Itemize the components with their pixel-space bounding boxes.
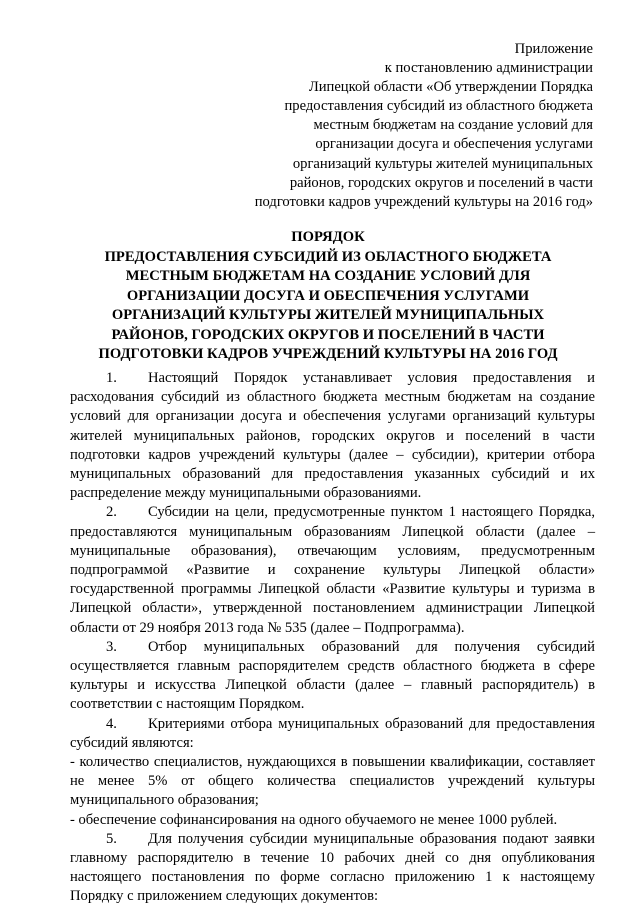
paragraph-number: 4. [106, 715, 117, 732]
title-line: МЕСТНЫМ БЮДЖЕТАМ НА СОЗДАНИЕ УСЛОВИЙ ДЛЯ [125, 268, 531, 284]
paragraph-number: 2. [106, 504, 117, 521]
document-title [58, 228, 598, 365]
title-line: ПОРЯДОК [291, 229, 365, 245]
appendix-line: предоставления субсидий из областного бюджета [284, 98, 593, 115]
paragraph-2 [70, 503, 595, 637]
appendix-line: местным бюджетам на создание условий для [313, 117, 593, 134]
appendix-line: районов, городских округов и поселений в части [289, 174, 593, 191]
criterion-2: - обеспечение софинансирования на одного обучаемого не менее 1000 рублей. [70, 811, 558, 828]
paragraph-text: Субсидии на цели, предусмотренные пунктом 1 настоящего Порядка, предоставляются муниципальным образованиям Липецкой области (далее – муниципальные образования), отвечающим условиям, предусмотренным подпрограммой «Развитие и сохранение культуры Липецкой области» государственной программы Липецкой области «Развитие культуры и туризма в Липецкой области», утвержденной постановлением администрации Липецкой области от 29 ноября 2013 года № 535 (далее – Подпрограмма). [70, 504, 595, 636]
title-line: РАЙОНОВ, ГОРОДСКИХ ОКРУГОВ И ПОСЕЛЕНИЙ В ЧАСТИ [111, 326, 545, 343]
title-line: ОРГАНИЗАЦИИ ДОСУГА И ОБЕСПЕЧЕНИЯ УСЛУГАМИ [126, 287, 530, 304]
appendix-line: подготовки кадров учреждений культуры на 2016 год» [254, 193, 593, 210]
paragraph-text: Для получения субсидии муниципальные образования подают заявки главному распорядителю в течение 10 рабочих дней со дня опубликования настоящего постановления по форме согласно приложению 1 к настоящему Порядку с приложением следующих документов: [70, 830, 595, 905]
paragraph-text: Критериями отбора муниципальных образований для предоставления субсидий являются: [70, 715, 595, 751]
title-line: ПОДГОТОВКИ КАДРОВ УЧРЕЖДЕНИЙ КУЛЬТУРЫ НА 2016 ГОД [98, 346, 558, 362]
paragraph-number: 5. [106, 830, 117, 847]
appendix-header [173, 40, 593, 212]
paragraph-3 [70, 638, 595, 715]
title-line: ОРГАНИЗАЦИЙ КУЛЬТУРЫ ЖИТЕЛЕЙ МУНИЦИПАЛЬНЫХ [111, 307, 545, 323]
paragraph-1 [70, 369, 595, 503]
paragraph-text: Отбор муниципальных образований для получения субсидий осуществляется главным распорядителем средств областного бюджета в сфере культуры и искусства Липецкой области (далее – главный распорядитель) в соответствии с настоящим Порядком. [70, 638, 595, 713]
appendix-line: организации досуга и обеспечения услугами [315, 136, 593, 153]
appendix-line: Приложение [514, 41, 593, 57]
paragraph-text: Настоящий Порядок устанавливает условия предоставления и расходования субсидий из областного бюджета местным бюджетам на создание условий для организации досуга и обеспечения услугами организаций культуры жителей муниципальных районов, городских округов и поселений в части подготовки кадров учреждений культуры (далее – субсидии), критерии отбора муниципальных образований для предоставления указанных субсидий и их распределение между муниципальными образованиями. [70, 370, 595, 502]
criterion-1: - количество специалистов, нуждающихся в повышении квалификации, составляет не менее 5% от общего количества специалистов учреждений культуры муниципального образования; [70, 754, 595, 809]
appendix-line: к постановлению администрации [384, 60, 593, 77]
paragraph-4 [70, 715, 595, 753]
title-line: ПРЕДОСТАВЛЕНИЯ СУБСИДИЙ ИЗ ОБЛАСТНОГО БЮДЖЕТА [104, 248, 552, 265]
paragraph-number: 1. [106, 370, 117, 386]
appendix-line: Липецкой области «Об утверждении Порядка [308, 79, 593, 96]
paragraph-number: 3. [106, 638, 117, 655]
paragraph-5 [70, 830, 595, 907]
document-body [70, 369, 595, 907]
appendix-line: организаций культуры жителей муниципальных [292, 155, 593, 172]
